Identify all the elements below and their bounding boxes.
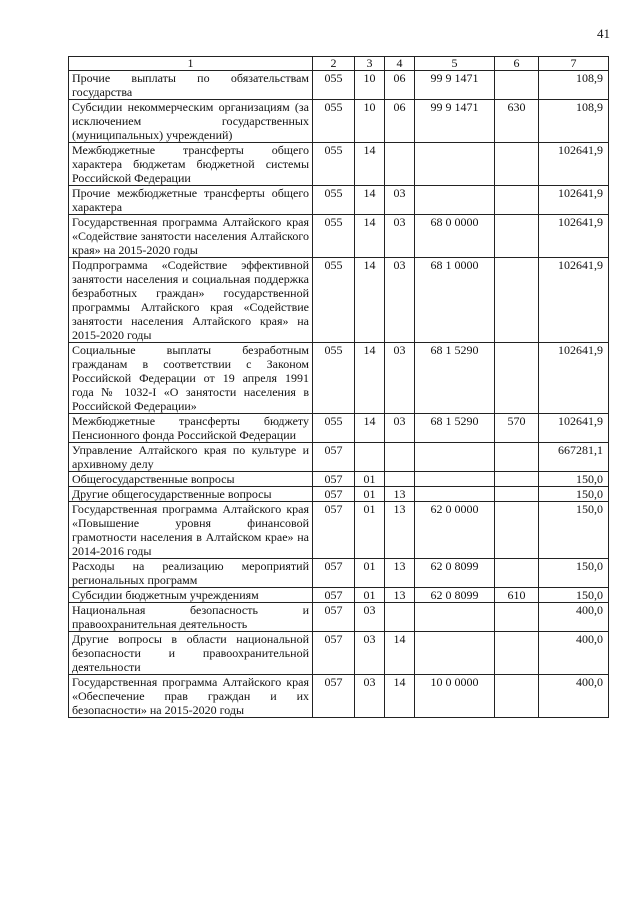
expense-type-cell	[495, 343, 539, 414]
ministry-code-cell: 057	[313, 443, 355, 472]
subsection-code-cell: 13	[385, 559, 415, 588]
row-name-cell: Национальная безопасность и правоохранительная деятельность	[69, 603, 313, 632]
target-item-cell: 62 0 0000	[415, 502, 495, 559]
ministry-code-cell: 055	[313, 143, 355, 186]
ministry-code-cell: 055	[313, 100, 355, 143]
expense-type-cell	[495, 71, 539, 100]
ministry-code-cell: 057	[313, 632, 355, 675]
expense-type-cell	[495, 603, 539, 632]
ministry-code-cell: 057	[313, 472, 355, 487]
amount-cell: 102641,9	[539, 215, 609, 258]
table-row	[69, 502, 609, 559]
table-row	[69, 100, 609, 143]
amount-cell: 150,0	[539, 588, 609, 603]
table-row	[69, 603, 609, 632]
page-number: 41	[597, 26, 610, 41]
row-name-cell: Государственная программа Алтайского края «Повышение уровня финансовой грамотности населения в Алтайском крае» на 2014-2016 годы	[69, 502, 313, 559]
expense-type-cell	[495, 215, 539, 258]
column-header: 5	[415, 57, 495, 71]
expense-type-cell: 570	[495, 414, 539, 443]
header-row	[69, 57, 609, 71]
table-row	[69, 186, 609, 215]
row-name-cell: Межбюджетные трансферты общего характера бюджетам бюджетной системы Российской Федерации	[69, 143, 313, 186]
target-item-cell	[415, 143, 495, 186]
table-row	[69, 71, 609, 100]
expense-type-cell	[495, 443, 539, 472]
subsection-code-cell: 13	[385, 502, 415, 559]
column-header: 3	[355, 57, 385, 71]
target-item-cell: 62 0 8099	[415, 588, 495, 603]
subsection-code-cell: 03	[385, 414, 415, 443]
table-row	[69, 472, 609, 487]
section-code-cell: 10	[355, 71, 385, 100]
table-row	[69, 632, 609, 675]
expense-type-cell	[495, 559, 539, 588]
amount-cell: 102641,9	[539, 343, 609, 414]
row-name-cell: Другие вопросы в области национальной безопасности и правоохранительной деятельности	[69, 632, 313, 675]
row-name-cell: Субсидии некоммерческим организациям (за исключением государственных (муниципальных) учреждений)	[69, 100, 313, 143]
expense-type-cell	[495, 675, 539, 718]
row-name-cell: Прочие межбюджетные трансферты общего характера	[69, 186, 313, 215]
subsection-code-cell: 13	[385, 588, 415, 603]
subsection-code-cell: 03	[385, 258, 415, 343]
subsection-code-cell: 06	[385, 71, 415, 100]
section-code-cell: 14	[355, 143, 385, 186]
expense-type-cell: 610	[495, 588, 539, 603]
subsection-code-cell	[385, 443, 415, 472]
amount-cell: 102641,9	[539, 414, 609, 443]
expense-type-cell	[495, 632, 539, 675]
row-name-cell: Управление Алтайского края по культуре и архивному делу	[69, 443, 313, 472]
table-row	[69, 215, 609, 258]
table-row	[69, 343, 609, 414]
target-item-cell: 68 1 5290	[415, 343, 495, 414]
column-header: 6	[495, 57, 539, 71]
section-code-cell: 01	[355, 502, 385, 559]
table-row	[69, 559, 609, 588]
column-header: 4	[385, 57, 415, 71]
expense-type-cell	[495, 143, 539, 186]
amount-cell: 400,0	[539, 632, 609, 675]
amount-cell: 102641,9	[539, 258, 609, 343]
amount-cell: 102641,9	[539, 143, 609, 186]
section-code-cell: 01	[355, 559, 385, 588]
expense-type-cell	[495, 472, 539, 487]
row-name-cell: Государственная программа Алтайского края «Обеспечение прав граждан и их безопасности» на 2015-2020 годы	[69, 675, 313, 718]
expense-type-cell	[495, 502, 539, 559]
table-row	[69, 588, 609, 603]
column-header: 1	[69, 57, 313, 71]
section-code-cell: 14	[355, 343, 385, 414]
section-code-cell: 03	[355, 603, 385, 632]
amount-cell: 150,0	[539, 502, 609, 559]
ministry-code-cell: 055	[313, 414, 355, 443]
subsection-code-cell: 13	[385, 487, 415, 502]
target-item-cell: 10 0 0000	[415, 675, 495, 718]
row-name-cell: Общегосударственные вопросы	[69, 472, 313, 487]
row-name-cell: Социальные выплаты безработным гражданам в соответствии с Законом Российской Федерации от 19 апреля 1991 года № 1032-I «О занятости населения в Российской Федерации»	[69, 343, 313, 414]
column-header: 7	[539, 57, 609, 71]
ministry-code-cell: 055	[313, 186, 355, 215]
row-name-cell: Государственная программа Алтайского края «Содействие занятости населения Алтайского края» на 2015-2020 годы	[69, 215, 313, 258]
table-row	[69, 258, 609, 343]
amount-cell: 150,0	[539, 472, 609, 487]
budget-table	[68, 56, 609, 718]
ministry-code-cell: 055	[313, 343, 355, 414]
section-code-cell: 01	[355, 487, 385, 502]
row-name-cell: Прочие выплаты по обязательствам государства	[69, 71, 313, 100]
subsection-code-cell: 03	[385, 186, 415, 215]
table-row	[69, 487, 609, 502]
table-row	[69, 443, 609, 472]
ministry-code-cell: 057	[313, 603, 355, 632]
subsection-code-cell: 03	[385, 343, 415, 414]
amount-cell: 108,9	[539, 71, 609, 100]
ministry-code-cell: 057	[313, 502, 355, 559]
ministry-code-cell: 057	[313, 588, 355, 603]
amount-cell: 150,0	[539, 559, 609, 588]
target-item-cell: 99 9 1471	[415, 100, 495, 143]
row-name-cell: Межбюджетные трансферты бюджету Пенсионного фонда Российской Федерации	[69, 414, 313, 443]
ministry-code-cell: 057	[313, 487, 355, 502]
expense-type-cell	[495, 186, 539, 215]
row-name-cell: Субсидии бюджетным учреждениям	[69, 588, 313, 603]
subsection-code-cell: 14	[385, 632, 415, 675]
target-item-cell: 62 0 8099	[415, 559, 495, 588]
amount-cell: 400,0	[539, 603, 609, 632]
amount-cell: 108,9	[539, 100, 609, 143]
amount-cell: 667281,1	[539, 443, 609, 472]
target-item-cell	[415, 472, 495, 487]
subsection-code-cell: 03	[385, 215, 415, 258]
section-code-cell: 01	[355, 588, 385, 603]
target-item-cell	[415, 603, 495, 632]
column-header: 2	[313, 57, 355, 71]
target-item-cell: 68 1 5290	[415, 414, 495, 443]
amount-cell: 150,0	[539, 487, 609, 502]
ministry-code-cell: 055	[313, 258, 355, 343]
section-code-cell: 14	[355, 186, 385, 215]
subsection-code-cell	[385, 143, 415, 186]
target-item-cell: 68 0 0000	[415, 215, 495, 258]
ministry-code-cell: 055	[313, 215, 355, 258]
ministry-code-cell: 057	[313, 559, 355, 588]
section-code-cell: 14	[355, 414, 385, 443]
target-item-cell	[415, 443, 495, 472]
row-name-cell: Подпрограмма «Содействие эффективной занятости населения и социальная поддержка безработных граждан» государственной программы Алтайского края «Содействие занятости населения Алтайского края» на 2015-2020 годы	[69, 258, 313, 343]
subsection-code-cell	[385, 472, 415, 487]
section-code-cell: 14	[355, 215, 385, 258]
target-item-cell: 68 1 0000	[415, 258, 495, 343]
section-code-cell: 01	[355, 472, 385, 487]
target-item-cell	[415, 186, 495, 215]
row-name-cell: Другие общегосударственные вопросы	[69, 487, 313, 502]
amount-cell: 102641,9	[539, 186, 609, 215]
expense-type-cell: 630	[495, 100, 539, 143]
row-name-cell: Расходы на реализацию мероприятий региональных программ	[69, 559, 313, 588]
subsection-code-cell: 14	[385, 675, 415, 718]
table-row	[69, 675, 609, 718]
ministry-code-cell: 055	[313, 71, 355, 100]
ministry-code-cell: 057	[313, 675, 355, 718]
section-code-cell: 03	[355, 632, 385, 675]
table-row	[69, 143, 609, 186]
target-item-cell	[415, 487, 495, 502]
expense-type-cell	[495, 258, 539, 343]
subsection-code-cell: 06	[385, 100, 415, 143]
section-code-cell: 14	[355, 258, 385, 343]
section-code-cell: 03	[355, 675, 385, 718]
table-row	[69, 414, 609, 443]
expense-type-cell	[495, 487, 539, 502]
target-item-cell: 99 9 1471	[415, 71, 495, 100]
section-code-cell	[355, 443, 385, 472]
section-code-cell: 10	[355, 100, 385, 143]
amount-cell: 400,0	[539, 675, 609, 718]
subsection-code-cell	[385, 603, 415, 632]
target-item-cell	[415, 632, 495, 675]
